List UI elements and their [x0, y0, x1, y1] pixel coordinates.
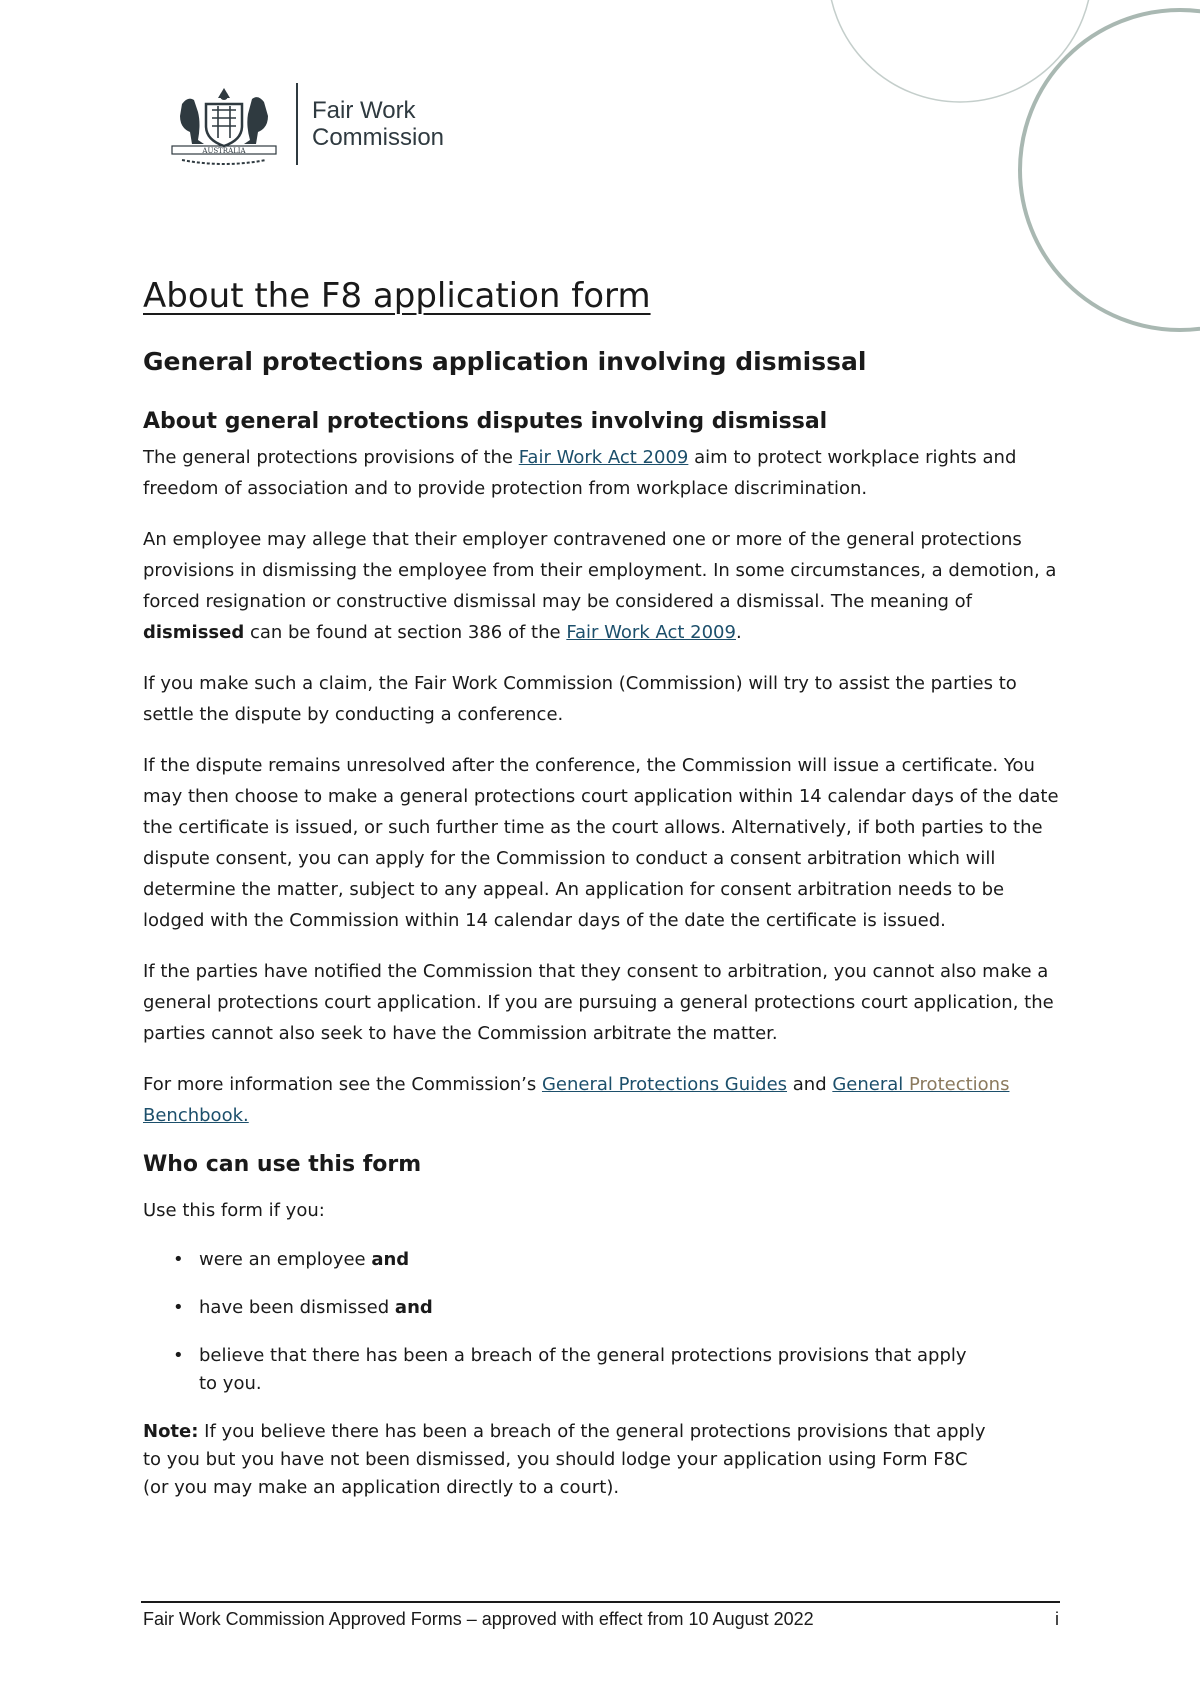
- bullet-icon: •: [173, 1345, 184, 1366]
- general-protections-guides-link[interactable]: General Protections Guides: [541, 1074, 788, 1095]
- page-footer: [143, 1609, 1059, 1630]
- page-subtitle: General protections application involving dismissal: [143, 347, 867, 376]
- page-title: About the F8 application form: [143, 276, 651, 316]
- footer-divider: [141, 1601, 1060, 1603]
- eligibility-list: [143, 1246, 1063, 1398]
- paragraph-allegation: An employee may allege that their employer contravened one or more of the general protections provisions in dismissing the employee from their employment. In some circumstances, a demotion, a forced resignation or constructive dismissal may be considered a dismissal. The meaning of dismissed can be found at section 386 of the Fair Work Act 2009.: [143, 529, 1057, 643]
- document-body: [143, 274, 1063, 1522]
- footer-text: Fair Work Commission Approved Forms – approved with effect from 10 August 2022: [143, 1609, 814, 1629]
- logo-line-2: Commission: [312, 124, 445, 151]
- paragraph-certificate: If the dispute remains unresolved after the conference, the Commission will issue a certificate. You may then choose to make a general protections court application within 14 calendar days of the date the certificate is issued, or such further time as the court allows. Alternatively, if both parties to the dispute consent, you can apply for the Commission to conduct a consent arbitration which will determine the matter, subject to any appeal. An application for consent arbitration needs to be lodged with the Commission within 14 calendar days of the date the certificate is issued.: [143, 755, 1059, 931]
- note-label: Note:: [143, 1421, 199, 1442]
- paragraph-arbitration: If the parties have notified the Commission that they consent to arbitration, you cannot also make a general protections court application. If you are pursuing a general protections court application, the parties cannot also seek to have the Commission arbitrate the matter.: [143, 961, 1054, 1044]
- paragraph-intro: The general protections provisions of the Fair Work Act 2009 aim to protect workplace rights and freedom of association and to provide protection from workplace discrimination.: [143, 447, 1017, 499]
- page-number: i: [1055, 1609, 1059, 1629]
- list-item: • have been dismissed and: [199, 1294, 1063, 1322]
- logo-wordmark: [312, 97, 444, 151]
- fair-work-act-link[interactable]: Fair Work Act 2009: [518, 447, 689, 468]
- list-item: • were an employee and: [199, 1246, 1063, 1274]
- fair-work-act-link-2[interactable]: Fair Work Act 2009: [566, 622, 736, 643]
- list-item: • believe that there has been a breach of the general protections provisions that apply to you.: [199, 1342, 989, 1398]
- paragraph-conference: If you make such a claim, the Fair Work Commission (Commission) will try to assist the parties to settle the dispute by conducting a conference.: [143, 673, 1017, 725]
- bullet-icon: •: [173, 1297, 184, 1318]
- crest-caption: AUSTRALIA: [202, 147, 246, 155]
- section-heading-about: About general protections disputes involving dismissal: [143, 409, 828, 434]
- general-protections-benchbook-link[interactable]: General Protections Benchbook.: [143, 1074, 1010, 1126]
- fair-work-commission-logo: [168, 82, 444, 166]
- paragraph-more-info: For more information see the Commission’s General Protections Guides and General Protections Benchbook.: [143, 1074, 1010, 1126]
- dismissed-term: dismissed: [143, 622, 245, 643]
- paragraph-use-if: Use this form if you:: [143, 1200, 325, 1221]
- logo-line-1: Fair Work: [312, 97, 416, 124]
- decorative-circle-small: [828, 0, 1092, 102]
- bullet-icon: •: [173, 1249, 184, 1270]
- australian-coat-of-arms-icon: [168, 82, 280, 166]
- logo-divider: [296, 83, 298, 165]
- section-heading-who: Who can use this form: [143, 1152, 422, 1177]
- note-paragraph: Note: If you believe there has been a breach of the general protections provisions that apply to you but you have not been dismissed, you should lodge your application using Form F8C (or you may make an application directly to a court).: [143, 1421, 986, 1498]
